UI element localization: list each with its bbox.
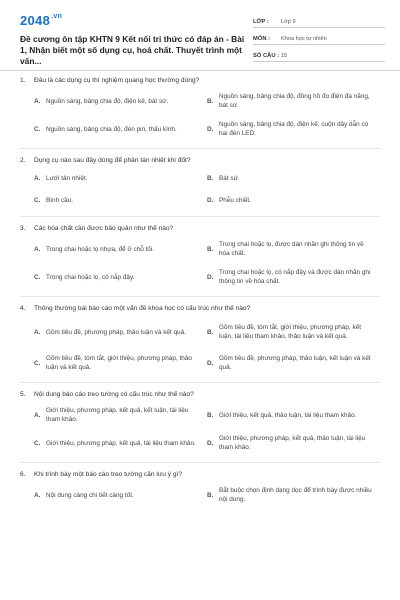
question-stem	[20, 76, 380, 85]
option-letter: C.	[34, 273, 41, 281]
question-stem	[20, 470, 380, 479]
option-b[interactable]	[207, 237, 380, 261]
option-text: Giới thiệu, kết quả, thảo luận, tài liệu tham khảo.	[219, 411, 357, 419]
options	[20, 317, 380, 379]
question-divider	[20, 382, 380, 383]
option-letter: C.	[34, 125, 41, 133]
option-text: Trong chai hoặc lọ, có nắp đậy và được dán nhãn ghi thông tin về hóa chất.	[219, 269, 371, 285]
document-title: Đề cương ôn tập KHTN 9 Kết nối tri thức có đáp án - Bài 1, Nhận biết một số dụng cụ, hoá chất. Thuyết trình một vấn...	[20, 34, 245, 66]
header-divider	[0, 70, 400, 71]
meta-value: Khoa học tự nhiên	[281, 36, 327, 42]
option-letter: C.	[34, 196, 41, 204]
question-stem	[20, 156, 380, 165]
option-b[interactable]	[207, 403, 380, 427]
meta-label: SỐ CÂU :	[253, 53, 280, 59]
option-letter: A.	[34, 245, 41, 253]
question-3	[0, 224, 400, 297]
question-4	[0, 304, 400, 383]
logo-suffix: .vn	[51, 13, 63, 20]
question-text: Nội dung báo cáo treo tường có cấu trúc như thế nào?	[34, 391, 194, 398]
option-a[interactable]	[34, 237, 207, 261]
option-c[interactable]	[34, 351, 207, 375]
question-list	[0, 76, 400, 514]
meta-value: Lớp 9	[281, 19, 296, 25]
meta-label: MÔN :	[253, 36, 271, 42]
option-letter: C.	[34, 439, 41, 447]
option-letter: A.	[34, 411, 41, 419]
question-number: 2.	[20, 157, 26, 164]
option-letter: A.	[34, 174, 41, 182]
option-letter: D.	[207, 439, 214, 447]
meta-label: LỚP :	[253, 19, 269, 25]
question-text: Dụng cụ nào sau đây dùng để phân tán nhiệt khi đốt?	[34, 157, 191, 164]
option-text: Nội dung càng chi tiết càng tốt.	[46, 491, 134, 499]
option-text: Nguồn sáng, bảng chia độ, đồng hồ đo điện đa năng, bát sứ.	[219, 93, 370, 109]
option-text: Trong chai hoặc lọ, được dán nhãn ghi thông tin về hóa chất.	[219, 241, 364, 257]
site-logo[interactable]	[20, 13, 62, 28]
option-text: Nguồn sáng, bảng chia độ, đèn pin, thấu kính.	[46, 125, 177, 133]
meta-row-count	[253, 47, 385, 62]
option-letter: D.	[207, 196, 214, 204]
option-b[interactable]	[207, 89, 380, 113]
question-number: 3.	[20, 225, 26, 232]
option-text: Bình cầu.	[46, 196, 74, 204]
option-c[interactable]	[34, 191, 207, 209]
question-6	[0, 470, 400, 511]
options	[20, 169, 380, 213]
option-text: Giới thiệu, phương pháp, kết quả, thảo luận, tài liệu tham khảo.	[219, 435, 366, 451]
question-2	[0, 156, 400, 217]
question-text: Đâu là các dụng cụ thí nghiệm quang học thường dùng?	[34, 77, 200, 84]
option-text: Lưới tản nhiệt.	[46, 174, 88, 182]
option-letter: B.	[207, 174, 214, 182]
question-text: Thông thường bài báo cáo một vấn đề khoa học có cấu trúc như thế nào?	[34, 305, 251, 312]
option-d[interactable]	[207, 265, 380, 289]
meta-row-subject	[253, 30, 385, 45]
option-a[interactable]	[34, 483, 207, 507]
option-d[interactable]	[207, 351, 380, 375]
document-meta	[253, 13, 385, 64]
option-b[interactable]	[207, 483, 380, 507]
question-5	[0, 390, 400, 463]
option-text: Trong chai hoặc lọ nhựa, để ở chỗ tối.	[46, 245, 155, 253]
option-text: Bắt buộc chọn định dạng dọc để trình bày được nhiều nội dung.	[219, 487, 372, 503]
option-letter: D.	[207, 273, 214, 281]
option-text: Gồm tiêu đề, phương pháp, thảo luận, kết luận và kết quả.	[219, 355, 371, 371]
meta-value: 15	[281, 53, 288, 59]
question-divider	[20, 216, 380, 217]
question-number: 6.	[20, 471, 26, 478]
option-a[interactable]	[34, 169, 207, 187]
option-letter: B.	[207, 245, 214, 253]
option-text: Nguồn sáng, bảng chia độ, điện kế, bát sứ.	[46, 97, 169, 105]
option-letter: B.	[207, 411, 214, 419]
option-b[interactable]	[207, 169, 380, 187]
document-header	[0, 0, 400, 70]
question-number: 5.	[20, 391, 26, 398]
logo-text: 2048	[20, 13, 51, 28]
option-a[interactable]	[34, 89, 207, 113]
option-d[interactable]	[207, 117, 380, 141]
option-letter: D.	[207, 359, 214, 367]
meta-row-grade	[253, 13, 385, 28]
options	[20, 237, 380, 293]
question-number: 1.	[20, 77, 26, 84]
question-divider	[20, 462, 380, 463]
question-divider	[20, 148, 380, 149]
option-c[interactable]	[34, 117, 207, 141]
option-d[interactable]	[207, 431, 380, 455]
question-stem	[20, 390, 380, 399]
question-1	[0, 76, 400, 149]
question-stem	[20, 224, 380, 233]
option-letter: C.	[34, 359, 41, 367]
question-text: Các hóa chất cần được bảo quản như thế nào?	[34, 225, 174, 232]
option-text: Gồm tiêu đề, phương pháp, thảo luận và kết quả.	[46, 328, 186, 336]
option-text: Gồm tiêu đề, tóm tắt, giới thiệu, phương pháp, kết luận, tài liệu tham khảo, thảo luận và kết quả.	[219, 324, 361, 340]
option-c[interactable]	[34, 431, 207, 455]
question-number: 4.	[20, 305, 26, 312]
option-letter: D.	[207, 125, 214, 133]
question-stem	[20, 304, 380, 313]
option-text: Phễu chiết.	[219, 196, 251, 204]
option-text: Bát sứ.	[219, 174, 240, 182]
option-text: Giới thiệu, phương pháp, kết quả, tài liệu tham khảo.	[46, 439, 196, 447]
option-a[interactable]	[34, 403, 207, 427]
question-text: Khi trình bày một báo cáo treo tường cần lưu ý gì?	[34, 471, 183, 478]
option-text: Giới thiệu, phương pháp, kết quả, kết luận, tài liệu tham khảo.	[46, 407, 189, 423]
option-letter: B.	[207, 491, 214, 499]
option-d[interactable]	[207, 191, 380, 209]
option-text: Trong chai hoặc lọ, có nắp đậy.	[46, 273, 135, 281]
question-divider	[20, 296, 380, 297]
option-text: Nguồn sáng, bảng chia độ, điện kế, cuộn dây dẫn có hai đèn LED.	[219, 121, 369, 137]
option-letter: B.	[207, 328, 214, 336]
option-c[interactable]	[34, 265, 207, 289]
option-letter: B.	[207, 97, 214, 105]
option-letter: A.	[34, 97, 41, 105]
options	[20, 403, 380, 459]
option-text: Gồm tiêu đề, tóm tắt, giới thiệu, phương pháp, thảo luận và kết quả.	[46, 355, 192, 371]
option-letter: A.	[34, 328, 41, 336]
options	[20, 483, 380, 511]
option-a[interactable]	[34, 317, 207, 347]
options	[20, 89, 380, 145]
option-b[interactable]	[207, 317, 380, 347]
option-letter: A.	[34, 491, 41, 499]
